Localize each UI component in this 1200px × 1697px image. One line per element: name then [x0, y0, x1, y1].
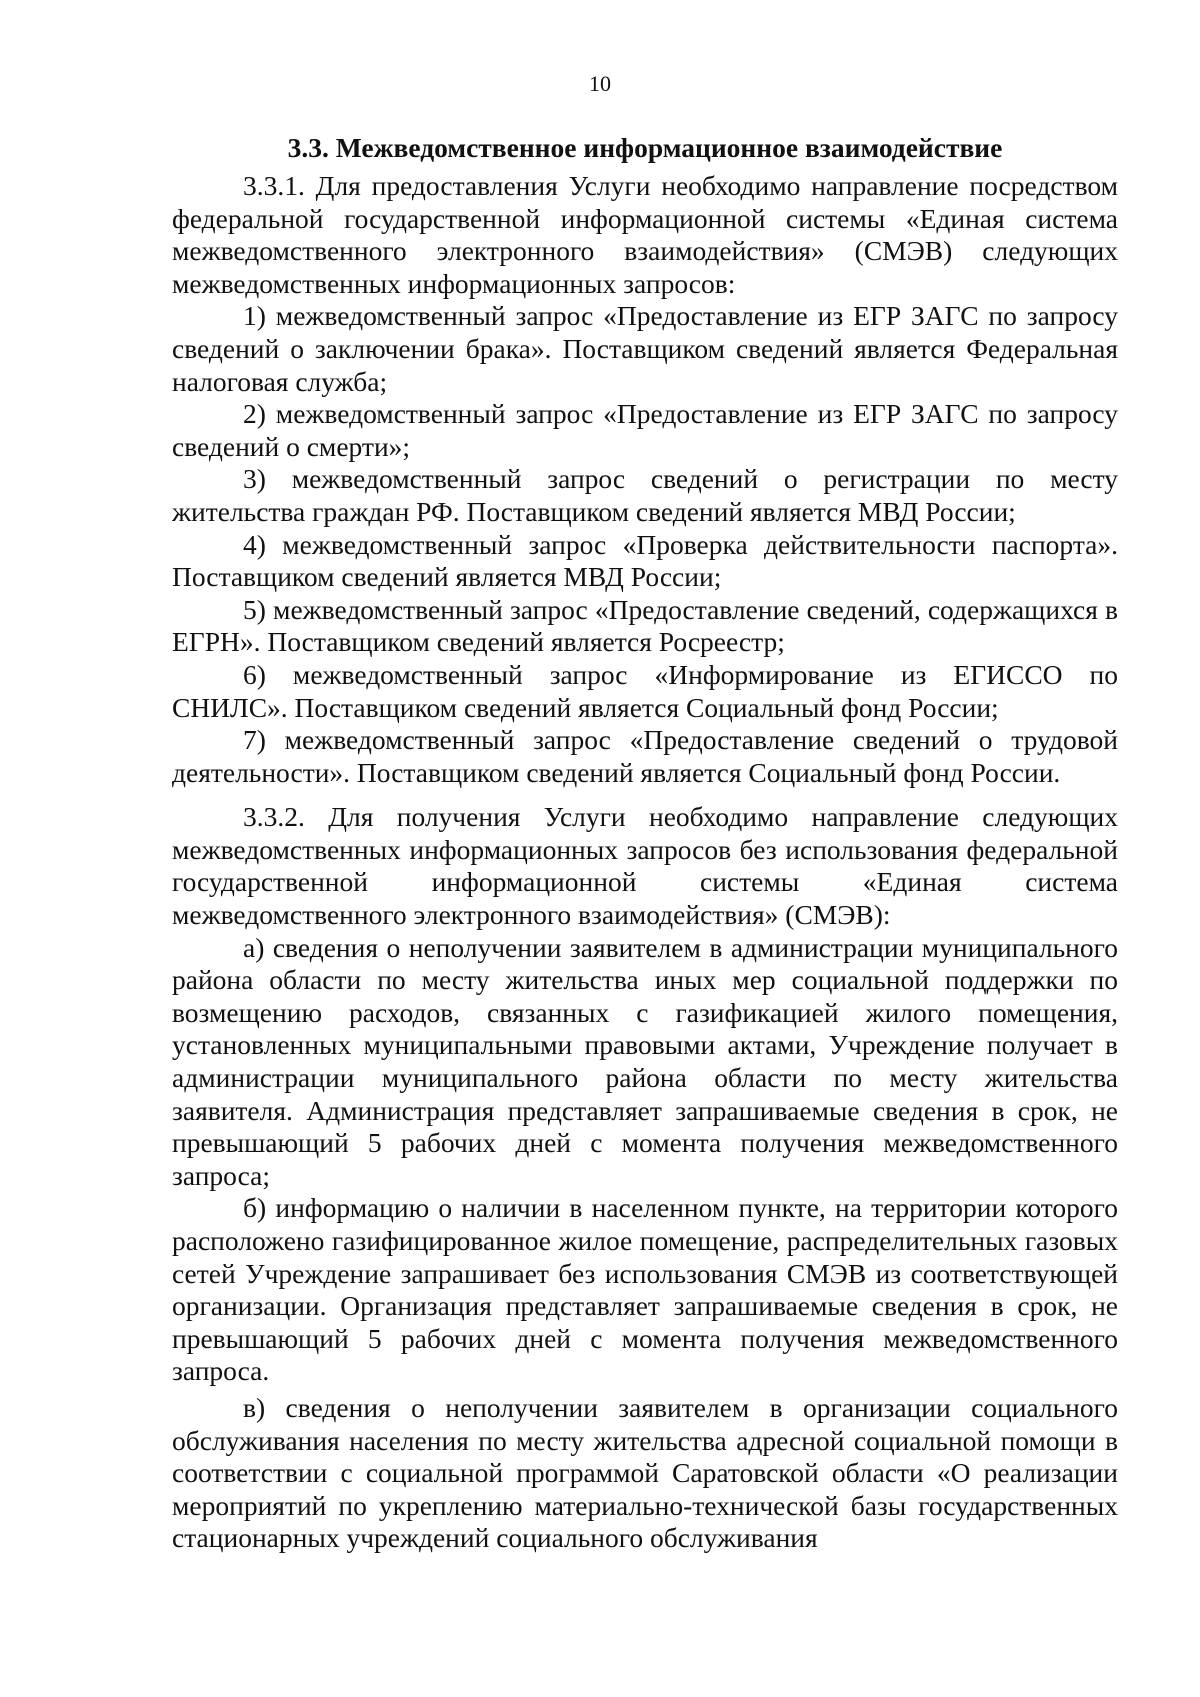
list-item-6: 6) межведомственный запрос «Информирование из ЕГИССО по СНИЛС». Поставщиком сведений является Социальный фонд России; [172, 658, 1118, 723]
list-item-7: 7) межведомственный запрос «Предоставление сведений о трудовой деятельности». Поставщиком сведений является Социальный фонд России. [172, 724, 1118, 788]
paragraph-3-3-1: 3.3.1. Для предоставления Услуги необходимо направление посредством федеральной государственной информационной системы «Единая система межведомственного электронного взаимодействия» (СМЭВ) следующих межведомственных информационных запросов: [172, 170, 1118, 299]
list-item-2: 2) межведомственный запрос «Предоставление из ЕГР ЗАГС по запросу сведений о смерти»; [172, 398, 1118, 462]
list-item-b: б) информацию о наличии в населенном пункте, на территории которого расположено газифицированное жилое помещение, распределительных газовых сетей Учреждение запрашивает без использования СМЭВ из соответствующей организации. Организация представляет запрашиваемые сведения в срок, не превышающий 5 рабочих дней с момента получения межведомственного запроса. [172, 1192, 1118, 1387]
section-heading: 3.3. Межведомственное информационное взаимодействие [287, 132, 1003, 163]
paragraph-3-3-2: 3.3.2. Для получения Услуги необходимо направление следующих межведомственных информационных запросов без использования федеральной государственной информационной системы «Единая система межведомственного электронного взаимодействия» (СМЭВ): [172, 801, 1118, 931]
list-item-v: в) сведения о неполучении заявителем в организации социального обслуживания населения по месту жительства адресной социальной помощи в соответствии с социальной программой Саратовской области «О реализации мероприятий по укреплению материально-технической базы государственных стационарных учреждений социального обслуживания [172, 1391, 1118, 1554]
page-number: 10 [589, 71, 611, 96]
list-item-1: 1) межведомственный запрос «Предоставление из ЕГР ЗАГС по запросу сведений о заключении брака». Поставщиком сведений является Федеральная налоговая служба; [172, 300, 1118, 397]
list-item-3: 3) межведомственный запрос сведений о регистрации по месту жительства граждан РФ. Поставщиком сведений является МВД России; [172, 463, 1118, 527]
list-item-4: 4) межведомственный запрос «Проверка действительности паспорта». Поставщиком сведений является МВД России; [172, 528, 1118, 593]
document-body [172, 130, 1118, 1555]
list-item-a: а) сведения о неполучении заявителем в администрации муниципального района области по месту жительства иных мер социальной поддержки по возмещению расходов, связанных с газификацией жилого помещения, установленных муниципальными правовыми актами, Учреждение получает в администрации муниципального района области по месту жительства заявителя. Администрация представляет запрашиваемые сведения в срок, не превышающий 5 рабочих дней с момента получения межведомственного запроса; [172, 931, 1118, 1191]
list-item-5: 5) межведомственный запрос «Предоставление сведений, содержащихся в ЕГРН». Поставщиком сведений является Росреестр; [172, 593, 1118, 658]
